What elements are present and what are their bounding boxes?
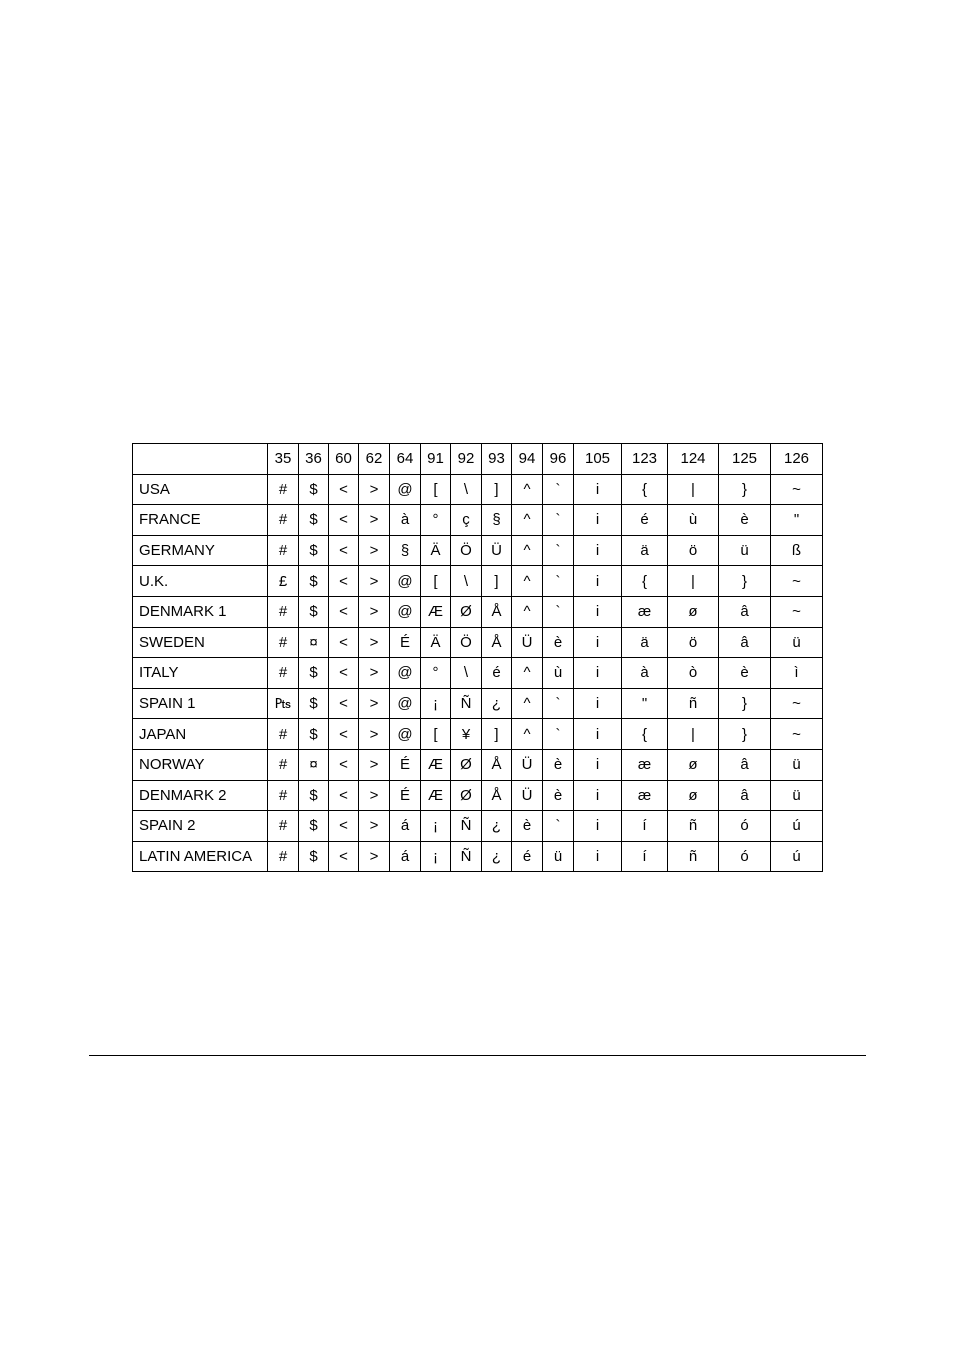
char-cell: é (512, 841, 543, 872)
country-name: GERMANY (133, 535, 268, 566)
char-cell: â (719, 596, 771, 627)
char-cell: i (574, 749, 622, 780)
char-cell: > (359, 841, 390, 872)
char-cell: > (359, 566, 390, 597)
char-cell: ] (482, 719, 512, 750)
table-row (133, 474, 823, 505)
char-cell: } (719, 566, 771, 597)
char-cell: " (771, 505, 823, 536)
char-cell: i (574, 658, 622, 689)
char-cell: i (574, 719, 622, 750)
char-cell: < (329, 780, 359, 811)
char-cell: i (574, 505, 622, 536)
char-cell: } (719, 688, 771, 719)
char-cell: Ñ (451, 811, 482, 842)
char-cell: ` (543, 688, 574, 719)
code-header: 105 (574, 444, 622, 475)
char-cell: ^ (512, 566, 543, 597)
table-row (133, 749, 823, 780)
code-header: 36 (299, 444, 329, 475)
char-cell: ö (668, 627, 719, 658)
char-cell: i (574, 627, 622, 658)
char-cell: @ (390, 719, 421, 750)
char-cell: æ (622, 749, 668, 780)
char-cell: [ (421, 474, 451, 505)
char-cell: i (574, 535, 622, 566)
char-cell: ` (543, 596, 574, 627)
char-cell: ù (668, 505, 719, 536)
char-cell: i (574, 841, 622, 872)
char-cell: ì (771, 658, 823, 689)
char-cell: ¡ (421, 688, 451, 719)
table-row (133, 811, 823, 842)
char-cell: $ (299, 474, 329, 505)
char-cell: < (329, 811, 359, 842)
char-cell: i (574, 780, 622, 811)
char-cell: è (719, 505, 771, 536)
table-row (133, 596, 823, 627)
char-cell: $ (299, 596, 329, 627)
char-cell: ¡ (421, 841, 451, 872)
char-cell: < (329, 658, 359, 689)
char-cell: @ (390, 658, 421, 689)
char-cell: \ (451, 566, 482, 597)
char-cell: # (268, 474, 299, 505)
char-cell: Å (482, 749, 512, 780)
char-cell: è (543, 749, 574, 780)
char-cell: i (574, 688, 622, 719)
code-header: 91 (421, 444, 451, 475)
char-cell: ¤ (299, 627, 329, 658)
char-cell: Ø (451, 780, 482, 811)
char-cell: § (390, 535, 421, 566)
char-cell: Ö (451, 627, 482, 658)
char-cell: ` (543, 811, 574, 842)
char-cell: ~ (771, 596, 823, 627)
country-name: USA (133, 474, 268, 505)
char-cell: è (543, 780, 574, 811)
table-row (133, 505, 823, 536)
char-cell: > (359, 811, 390, 842)
char-cell: # (268, 719, 299, 750)
char-cell: < (329, 841, 359, 872)
char-cell: ^ (512, 505, 543, 536)
code-header: 93 (482, 444, 512, 475)
char-cell: # (268, 749, 299, 780)
char-cell: ä (622, 535, 668, 566)
char-cell: ^ (512, 474, 543, 505)
country-name: SPAIN 2 (133, 811, 268, 842)
char-cell: É (390, 749, 421, 780)
char-cell: ^ (512, 688, 543, 719)
char-cell: $ (299, 505, 329, 536)
char-cell: $ (299, 719, 329, 750)
char-cell: Ü (512, 780, 543, 811)
table-row (133, 658, 823, 689)
char-cell: @ (390, 474, 421, 505)
code-header: 96 (543, 444, 574, 475)
char-cell: { (622, 719, 668, 750)
char-cell: i (574, 811, 622, 842)
char-cell: > (359, 780, 390, 811)
char-cell: ¥ (451, 719, 482, 750)
char-cell: ü (771, 780, 823, 811)
char-cell: @ (390, 566, 421, 597)
char-cell: ~ (771, 719, 823, 750)
char-cell: # (268, 505, 299, 536)
char-cell: £ (268, 566, 299, 597)
char-cell: $ (299, 658, 329, 689)
char-cell: ` (543, 566, 574, 597)
table-body (133, 474, 823, 872)
char-cell: ø (668, 749, 719, 780)
char-cell: Ø (451, 749, 482, 780)
code-header: 126 (771, 444, 823, 475)
char-cell: # (268, 658, 299, 689)
char-cell: ä (622, 627, 668, 658)
char-cell: | (668, 719, 719, 750)
char-cell: â (719, 749, 771, 780)
char-cell: > (359, 505, 390, 536)
char-cell: ü (771, 627, 823, 658)
char-cell: ~ (771, 566, 823, 597)
char-cell: i (574, 566, 622, 597)
char-cell: ] (482, 474, 512, 505)
corner-cell (133, 444, 268, 475)
table-row (133, 780, 823, 811)
char-cell: > (359, 719, 390, 750)
char-cell: ñ (668, 841, 719, 872)
char-cell: ù (543, 658, 574, 689)
char-cell: < (329, 566, 359, 597)
char-cell: > (359, 596, 390, 627)
country-name: DENMARK 2 (133, 780, 268, 811)
code-header: 123 (622, 444, 668, 475)
char-cell: < (329, 596, 359, 627)
char-cell: > (359, 627, 390, 658)
char-cell: ò (668, 658, 719, 689)
char-cell: $ (299, 688, 329, 719)
char-cell: á (390, 811, 421, 842)
char-cell: é (622, 505, 668, 536)
char-cell: é (482, 658, 512, 689)
country-name: DENMARK 1 (133, 596, 268, 627)
char-cell: " (622, 688, 668, 719)
table-row (133, 535, 823, 566)
char-cell: Å (482, 780, 512, 811)
char-cell: < (329, 505, 359, 536)
char-cell: $ (299, 841, 329, 872)
table-row (133, 688, 823, 719)
char-cell: æ (622, 780, 668, 811)
char-cell: ü (771, 749, 823, 780)
char-cell: Ö (451, 535, 482, 566)
char-cell: ` (543, 505, 574, 536)
char-cell: ü (719, 535, 771, 566)
country-name: JAPAN (133, 719, 268, 750)
char-cell: i (574, 596, 622, 627)
char-cell: É (390, 780, 421, 811)
char-cell: \ (451, 658, 482, 689)
char-cell: ^ (512, 596, 543, 627)
char-cell: [ (421, 719, 451, 750)
char-cell: ñ (668, 811, 719, 842)
char-cell: ¿ (482, 841, 512, 872)
char-cell: @ (390, 688, 421, 719)
char-cell: < (329, 535, 359, 566)
char-cell: $ (299, 566, 329, 597)
char-cell: ú (771, 811, 823, 842)
char-cell: ¿ (482, 811, 512, 842)
char-cell: } (719, 719, 771, 750)
char-cell: ` (543, 719, 574, 750)
char-cell: Ñ (451, 841, 482, 872)
char-cell: ü (543, 841, 574, 872)
char-cell: Æ (421, 596, 451, 627)
char-cell: ¡ (421, 811, 451, 842)
horizontal-rule (89, 1055, 866, 1056)
char-cell: Ø (451, 596, 482, 627)
char-cell: # (268, 627, 299, 658)
char-cell: ` (543, 474, 574, 505)
char-cell: æ (622, 596, 668, 627)
char-cell: ] (482, 566, 512, 597)
char-cell: ^ (512, 658, 543, 689)
char-cell: è (543, 627, 574, 658)
char-cell: Ñ (451, 688, 482, 719)
char-cell: # (268, 780, 299, 811)
country-name: FRANCE (133, 505, 268, 536)
code-header: 92 (451, 444, 482, 475)
char-cell: < (329, 474, 359, 505)
char-cell: > (359, 749, 390, 780)
char-cell: | (668, 474, 719, 505)
char-cell: ^ (512, 535, 543, 566)
char-cell: ö (668, 535, 719, 566)
country-name: U.K. (133, 566, 268, 597)
char-cell: í (622, 811, 668, 842)
char-cell: Ü (512, 627, 543, 658)
table-row (133, 841, 823, 872)
char-cell: Å (482, 596, 512, 627)
char-cell: [ (421, 566, 451, 597)
char-cell: § (482, 505, 512, 536)
char-cell: Æ (421, 749, 451, 780)
char-cell: ß (771, 535, 823, 566)
country-name: LATIN AMERICA (133, 841, 268, 872)
code-header: 124 (668, 444, 719, 475)
char-cell: | (668, 566, 719, 597)
char-cell: Ä (421, 627, 451, 658)
char-cell: ~ (771, 474, 823, 505)
char-cell: à (390, 505, 421, 536)
char-cell: ~ (771, 688, 823, 719)
code-header: 64 (390, 444, 421, 475)
code-header: 62 (359, 444, 390, 475)
char-cell: # (268, 596, 299, 627)
char-cell: â (719, 627, 771, 658)
char-cell: ø (668, 596, 719, 627)
char-cell: # (268, 811, 299, 842)
char-cell: @ (390, 596, 421, 627)
char-cell: ó (719, 841, 771, 872)
char-cell: \ (451, 474, 482, 505)
header-row (133, 444, 823, 475)
char-cell: ₧ (268, 688, 299, 719)
char-cell: è (719, 658, 771, 689)
char-cell: $ (299, 780, 329, 811)
char-cell: < (329, 627, 359, 658)
char-cell: í (622, 841, 668, 872)
char-cell: < (329, 719, 359, 750)
table-row (133, 719, 823, 750)
char-cell: { (622, 566, 668, 597)
char-cell: à (622, 658, 668, 689)
char-cell: # (268, 535, 299, 566)
char-cell: $ (299, 535, 329, 566)
char-cell: ¤ (299, 749, 329, 780)
international-charset-table (132, 443, 823, 872)
country-name: SPAIN 1 (133, 688, 268, 719)
country-name: NORWAY (133, 749, 268, 780)
char-cell: ° (421, 658, 451, 689)
country-name: ITALY (133, 658, 268, 689)
code-header: 35 (268, 444, 299, 475)
char-cell: > (359, 474, 390, 505)
char-cell: i (574, 474, 622, 505)
char-cell: ° (421, 505, 451, 536)
code-header: 125 (719, 444, 771, 475)
country-name: SWEDEN (133, 627, 268, 658)
char-cell: ú (771, 841, 823, 872)
table-row (133, 566, 823, 597)
code-header: 94 (512, 444, 543, 475)
char-cell: # (268, 841, 299, 872)
char-cell: Æ (421, 780, 451, 811)
char-cell: è (512, 811, 543, 842)
char-cell: ø (668, 780, 719, 811)
char-cell: Ü (482, 535, 512, 566)
char-cell: É (390, 627, 421, 658)
char-cell: ¿ (482, 688, 512, 719)
char-cell: Å (482, 627, 512, 658)
char-cell: < (329, 749, 359, 780)
char-cell: > (359, 688, 390, 719)
char-cell: ó (719, 811, 771, 842)
char-cell: > (359, 658, 390, 689)
char-cell: â (719, 780, 771, 811)
char-cell: } (719, 474, 771, 505)
char-cell: > (359, 535, 390, 566)
char-cell: $ (299, 811, 329, 842)
char-cell: Ä (421, 535, 451, 566)
char-cell: ` (543, 535, 574, 566)
char-cell: ç (451, 505, 482, 536)
char-cell: < (329, 688, 359, 719)
code-header: 60 (329, 444, 359, 475)
char-cell: á (390, 841, 421, 872)
char-cell: { (622, 474, 668, 505)
char-cell: Ü (512, 749, 543, 780)
char-cell: ^ (512, 719, 543, 750)
char-cell: ñ (668, 688, 719, 719)
table-row (133, 627, 823, 658)
